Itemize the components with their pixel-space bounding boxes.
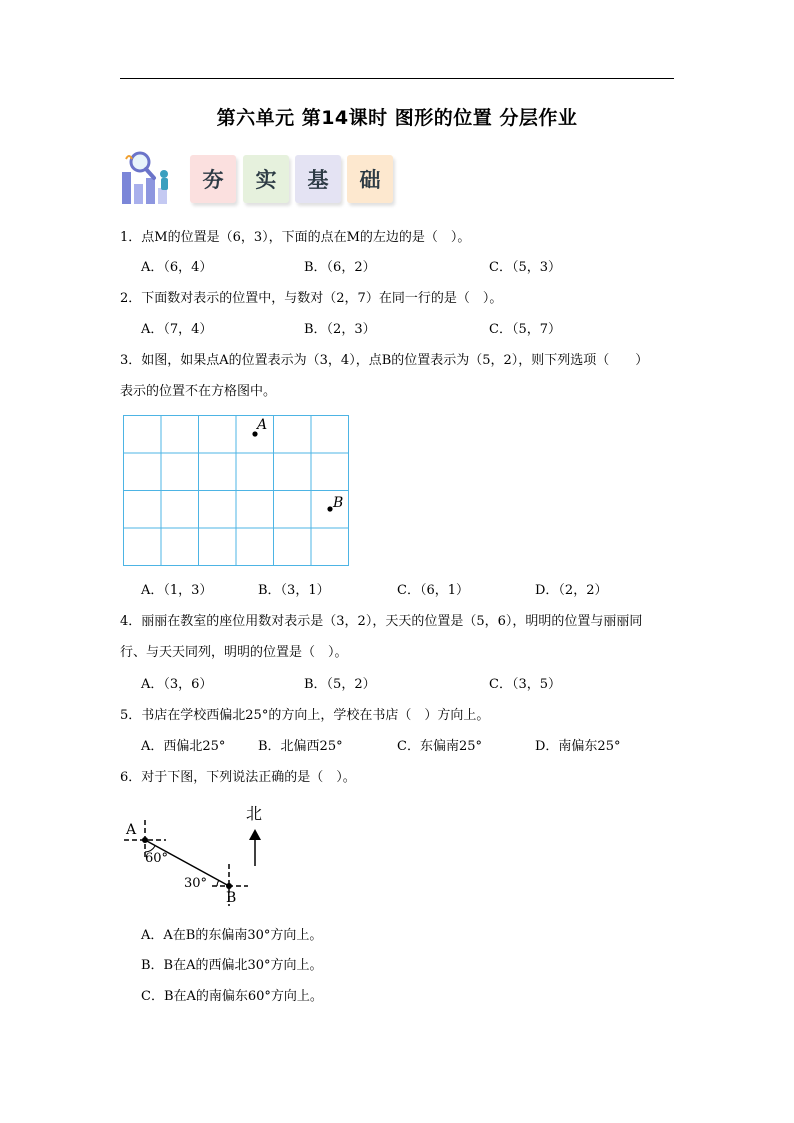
question-6-direction-figure [118,800,278,910]
question-1-option-b[interactable]: B．（6，2） [304,260,376,275]
question-6-option-b[interactable]: B．B在A的西偏北30°方向上。 [141,958,323,973]
question-2-option-c[interactable]: C．（5，7） [489,322,561,337]
question-4-text: 4．丽丽在教室的座位用数对表示是（3，2），天天的位置是（5，6），明明的位置与丽丽同 [120,614,643,629]
banner-tile-4: 础 [347,155,393,203]
question-6-option-a[interactable]: A．A在B的东偏南30°方向上。 [141,928,323,943]
question-3-option-a[interactable]: A．（1，3） [141,583,213,598]
question-3-text: 3．如图，如果点A的位置表示为（3，4），点B的位置表示为（5，2），则下列选项（ ） [120,353,649,368]
question-6-option-c[interactable]: C．B在A的南偏东60°方向上。 [141,989,323,1004]
question-5-option-d[interactable]: D．南偏东25° [535,739,621,754]
grid-lines [124,416,349,566]
question-1-option-a[interactable]: A．（6，4） [141,260,213,275]
question-6-text: 6．对于下图，下列说法正确的是（ ）。 [120,770,356,785]
question-5-option-a[interactable]: A．西偏北25° [141,739,226,754]
question-3-text-line2: 表示的位置不在方格图中。 [120,384,277,399]
banner-tile-3: 基 [295,155,341,203]
question-1-option-c[interactable]: C．（5，3） [489,260,561,275]
question-4-option-a[interactable]: A．（3，6） [141,677,213,692]
question-4-option-c[interactable]: C．（3，5） [489,677,561,692]
grid-point-a-label: A [257,417,268,433]
question-2-option-a[interactable]: A．（7，4） [141,322,213,337]
page-title: 第六单元 第14课时 图形的位置 分层作业 [216,107,578,129]
header-rule [120,78,674,79]
grid-point-b [327,506,332,511]
question-4-text-line2: 行、与天天同列，明明的位置是（ ）。 [120,645,348,660]
question-5-option-b[interactable]: B．北偏西25° [258,739,343,754]
north-arrow-icon [249,829,261,840]
grid-point-b-label: B [333,495,344,511]
figure-point-a-label: A [126,822,137,838]
question-3-grid-figure [120,412,352,568]
figure-point-b [226,883,232,889]
banner-illustration [118,150,180,212]
question-3-option-d[interactable]: D．（2，2） [535,583,608,598]
question-2-text: 2．下面数对表示的位置中，与数对（2，7）在同一行的是（ ）。 [120,291,503,306]
question-2-option-b[interactable]: B．（2，3） [304,322,376,337]
figure-point-b-label: B [226,890,237,906]
question-4-option-b[interactable]: B．（5，2） [304,677,376,692]
angle-a-label: 60° [145,851,169,866]
magnifier-chart-icon [118,150,180,208]
question-1-text: 1．点M的位置是（6，3），下面的点在M的左边的是（ ）。 [120,230,471,245]
question-5-option-c[interactable]: C．东偏南25° [397,739,482,754]
figure-point-a [142,837,148,843]
question-3-option-c[interactable]: C．（6，1） [397,583,469,598]
angle-b-label: 30° [184,876,208,891]
question-3-option-b[interactable]: B．（3，1） [258,583,330,598]
question-5-text: 5．书店在学校西偏北25°的方向上，学校在书店（ ）方向上。 [120,708,490,723]
banner-tile-1: 夯 [190,155,236,203]
north-label: 北 [246,804,263,823]
banner-tile-2: 实 [243,155,289,203]
